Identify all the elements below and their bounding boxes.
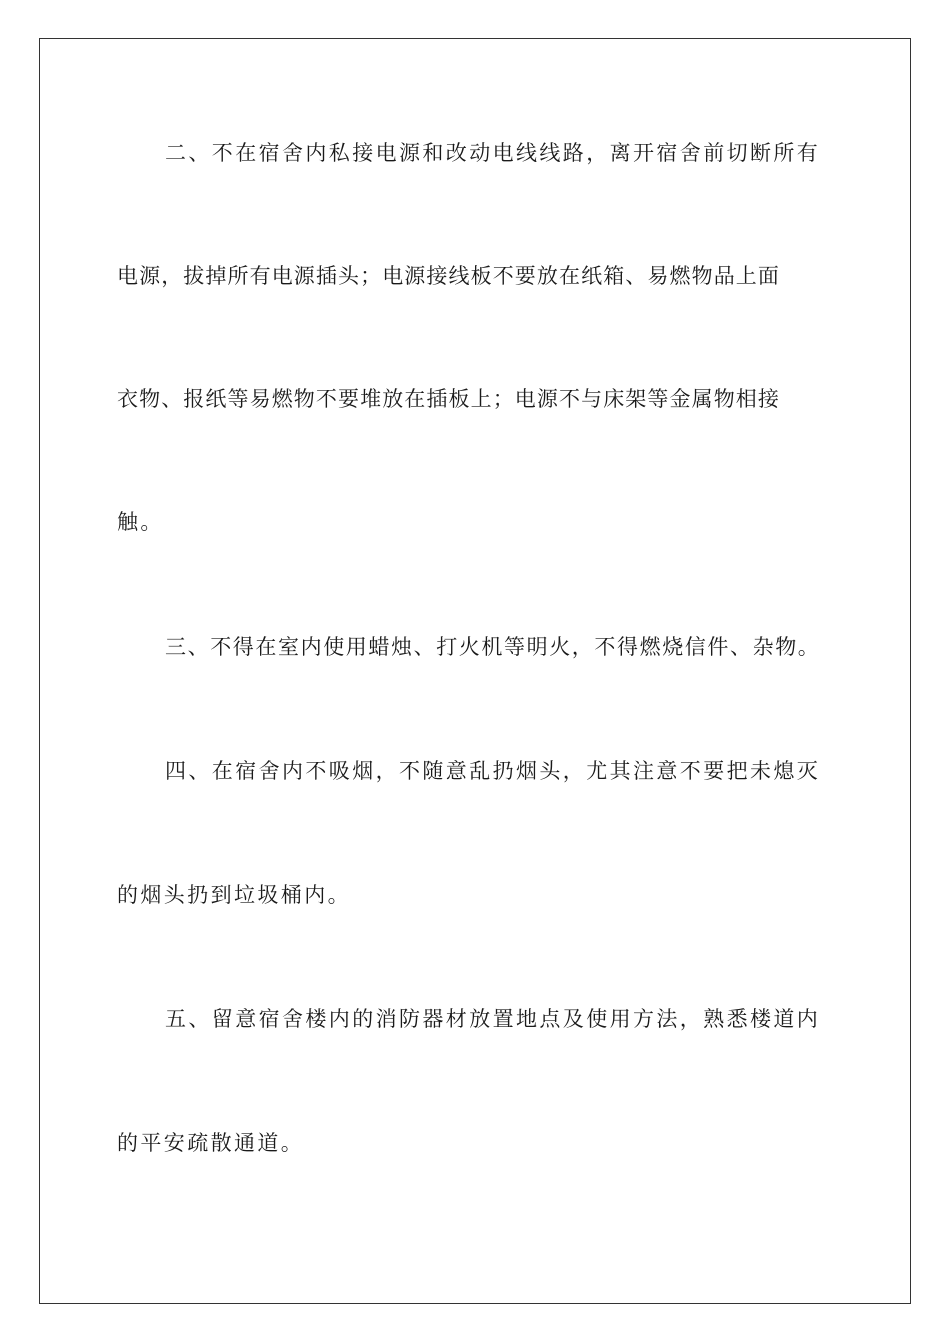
paragraph-5-line-1: 五、留意宿舍楼内的消防器材放置地点及使用方法，熟悉楼道内 [165,1007,821,1031]
paragraph-4-line-1: 四、在宿舍内不吸烟，不随意乱扔烟头，尤其注意不要把未熄灭 [165,759,821,783]
page-border [39,38,911,1304]
paragraph-2-line-1: 二、不在宿舍内私接电源和改动电线线路，离开宿舍前切断所有 [165,141,821,165]
paragraph-5-line-2: 的平安疏散通道。 [117,1131,305,1155]
paragraph-4-line-2: 的烟头扔到垃圾桶内。 [117,883,351,907]
paragraph-3-line-1: 三、不得在室内使用蜡烛、打火机等明火，不得燃烧信件、杂物。 [165,635,821,659]
paragraph-2-line-3: 衣物、报纸等易燃物不要堆放在插板上；电源不与床架等金属物相接 [117,387,780,411]
paragraph-2-line-4: 触。 [117,510,164,534]
paragraph-2-line-2: 电源，拔掉所有电源插头；电源接线板不要放在纸箱、易燃物品上面 [117,264,780,288]
